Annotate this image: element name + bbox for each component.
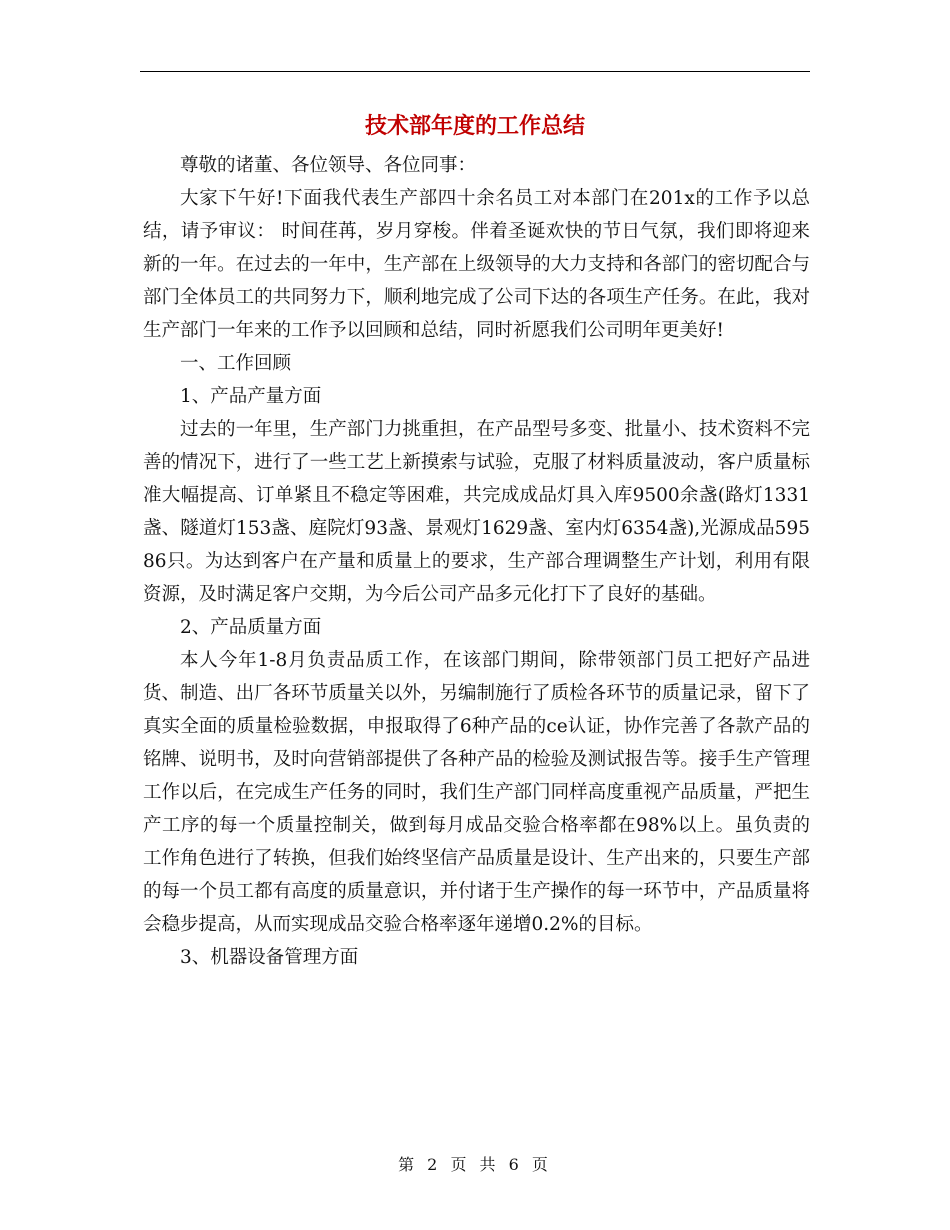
- quality-paragraph: 本人今年1-8月负责品质工作，在该部门期间，除带领部门员工把好产品进货、制造、出厂各环节质量关以外，另编制施行了质检各环节的质量记录，留下了真实全面的质量检验数据，申报取得了6种产品的ce认证，协作完善了各款产品的铭牌、说明书，及时向营销部提供了各种产品的检验及测试报告等。接手生产管理工作以后，在完成生产任务的同时，我们生产部门同样高度重视产品质量，严把生产工序的每一个质量控制关，做到每月成品交验合格率都在98%以上。虽负责的工作角色进行了转换，但我们始终坚信产品质量是设计、生产出来的，只要生产部的每一个员工都有高度的质量意识，并付诸于生产操作的每一环节中，产品质量将会稳步提高，从而实现成品交验合格率逐年递增0.2%的目标。: [143, 650, 810, 935]
- section-heading-review: 一、工作回顾: [180, 353, 292, 374]
- subheading-quality: 2、产品质量方面: [180, 617, 322, 638]
- header-rule: [140, 71, 810, 72]
- document-body: [143, 149, 810, 974]
- subheading-output: 1、产品产量方面: [180, 386, 322, 407]
- page-number: 第 2 页 共 6 页: [398, 1155, 552, 1174]
- output-paragraph: 过去的一年里，生产部门力挑重担，在产品型号多变、批量小、技术资料不完善的情况下，进行了一些工艺上新摸索与试验，克服了材料质量波动，客户质量标准大幅提高、订单紧且不稳定等困难，共完成成品灯具入库9500余盏(路灯1331盏、隧道灯153盏、庭院灯93盏、景观灯1629盏、室内灯6354盏),光源成品59586只。为达到客户在产量和质量上的要求，生产部合理调整生产计划，利用有限资源，及时满足客户交期，为今后公司产品多元化打下了良好的基础。: [143, 419, 810, 605]
- subheading-equipment: 3、机器设备管理方面: [180, 947, 359, 968]
- salutation-paragraph: 尊敬的诸董、各位领导、各位同事：: [180, 155, 477, 176]
- intro-paragraph: 大家下午好!下面我代表生产部四十余名员工对本部门在201x的工作予以总结，请予审议： 时间荏苒，岁月穿梭。伴着圣诞欢快的节日气氛，我们即将迎来新的一年。在过去的一年中，生产部在上级领导的大力支持和各部门的密切配合与部门全体员工的共同努力下，顺利地完成了公司下达的各项生产任务。在此，我对生产部门一年来的工作予以回顾和总结，同时祈愿我们公司明年更美好!: [143, 188, 810, 341]
- document-title: 技术部年度的工作总结: [364, 113, 585, 139]
